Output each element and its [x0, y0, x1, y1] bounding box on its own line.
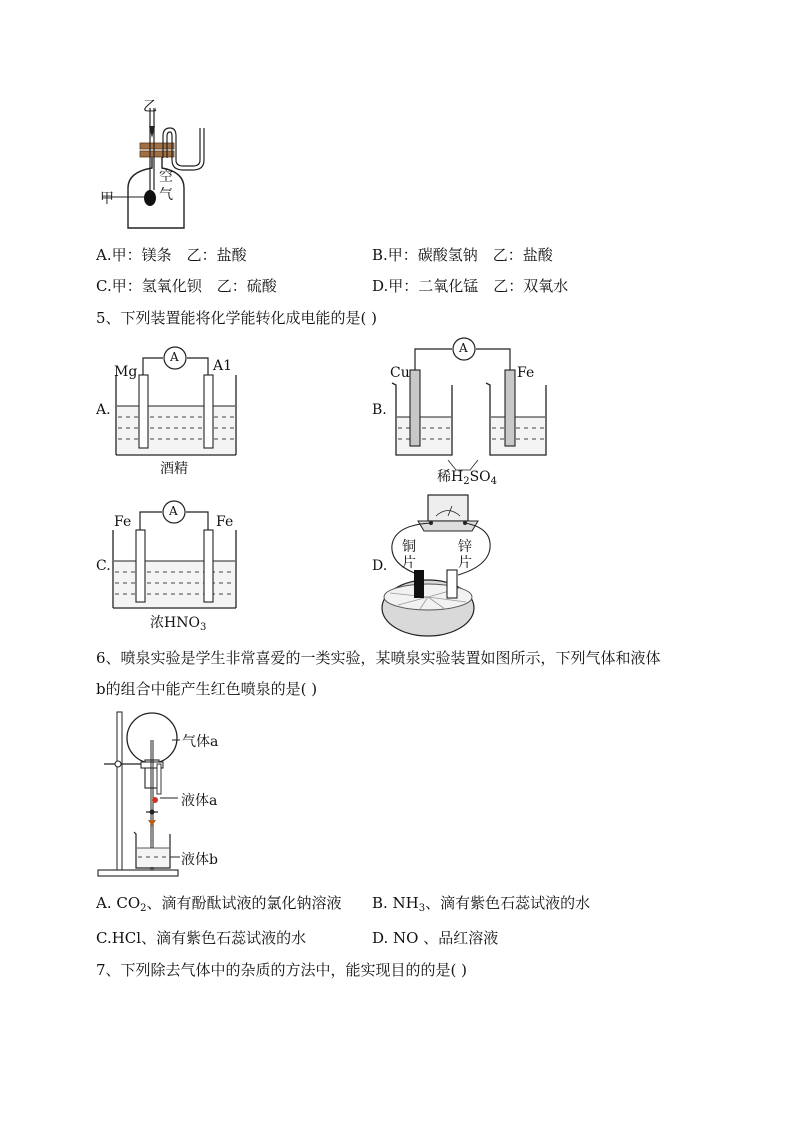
round-flask — [127, 713, 177, 763]
q6-liquid-a-label: 液体a — [181, 793, 218, 809]
q5-b-right-electrode: Fe — [517, 365, 535, 381]
q6-liquid-b-label: 液体b — [181, 852, 218, 868]
label-yi: 乙 — [143, 99, 157, 115]
q5-c-letter[interactable]: C. — [96, 558, 111, 574]
q6-option-d[interactable]: D. NO 、品红溶液 — [372, 929, 499, 947]
ammeter-icon: A — [459, 341, 468, 355]
q6-option-c[interactable]: C.HCl、滴有紫色石蕊试液的水 — [96, 929, 307, 947]
q6-stem-line2: b的组合中能产生红色喷泉的是( ) — [96, 680, 318, 698]
q5-c-left-electrode: Fe — [114, 514, 132, 530]
q4-option-d[interactable]: D.甲：二氧化锰 乙：双氧水 — [372, 277, 569, 295]
q4-option-c[interactable]: C.甲：氢氧化钡 乙：硫酸 — [96, 277, 277, 295]
q5-d-letter[interactable]: D. — [372, 558, 388, 574]
q4-option-b[interactable]: B.甲：碳酸氢钠 乙：盐酸 — [372, 246, 553, 264]
q4-option-a[interactable]: A.甲：镁条 乙：盐酸 — [96, 246, 247, 264]
q5-a-letter[interactable]: A. — [96, 402, 111, 418]
label-qi: 气 — [159, 187, 173, 203]
q5-b-letter[interactable]: B. — [372, 402, 387, 418]
q7-stem: 7、下列除去气体中的杂质的方法中，能实现目的的是( ) — [96, 961, 468, 979]
label-jia: 甲 — [100, 191, 114, 207]
q5-d-zinc-1: 锌 — [458, 539, 472, 555]
q5-d-copper-2: 片 — [402, 555, 416, 571]
q6-option-b[interactable]: B. $NH_3$、滴有紫色石蕊试液的水 — [372, 894, 591, 914]
q5-c-right-electrode: Fe — [216, 514, 234, 530]
q5-d-copper-1: 铜 — [402, 539, 416, 555]
q5-stem: 5、下列装置能将化学能转化成电能的是( ) — [96, 309, 378, 327]
q6-gas-a-label: 气体a — [182, 734, 219, 750]
q5-d-zinc-2: 片 — [458, 555, 472, 571]
q6-option-a[interactable]: A. $CO_2$、滴有酚酞试液的氯化钠溶液 — [96, 894, 342, 914]
q5-b-liquid: 稀$H_2SO_4$ — [437, 469, 498, 487]
q5-a-right-electrode: A1 — [213, 358, 233, 374]
ammeter-icon: A — [169, 504, 178, 518]
q5-a-liquid: 酒精 — [160, 461, 188, 477]
label-kong: 空 — [159, 169, 173, 185]
q6-stem-line1: 6、喷泉实验是学生非常喜爱的一类实验，某喷泉实验装置如图所示，下列气体和液体 — [96, 649, 661, 667]
q5-c-liquid: 浓$HNO_3$ — [150, 615, 207, 633]
ammeter-icon: A — [170, 350, 179, 364]
q5-b-left-electrode: Cu — [390, 365, 410, 381]
q5-a-left-electrode: Mg — [114, 364, 138, 380]
